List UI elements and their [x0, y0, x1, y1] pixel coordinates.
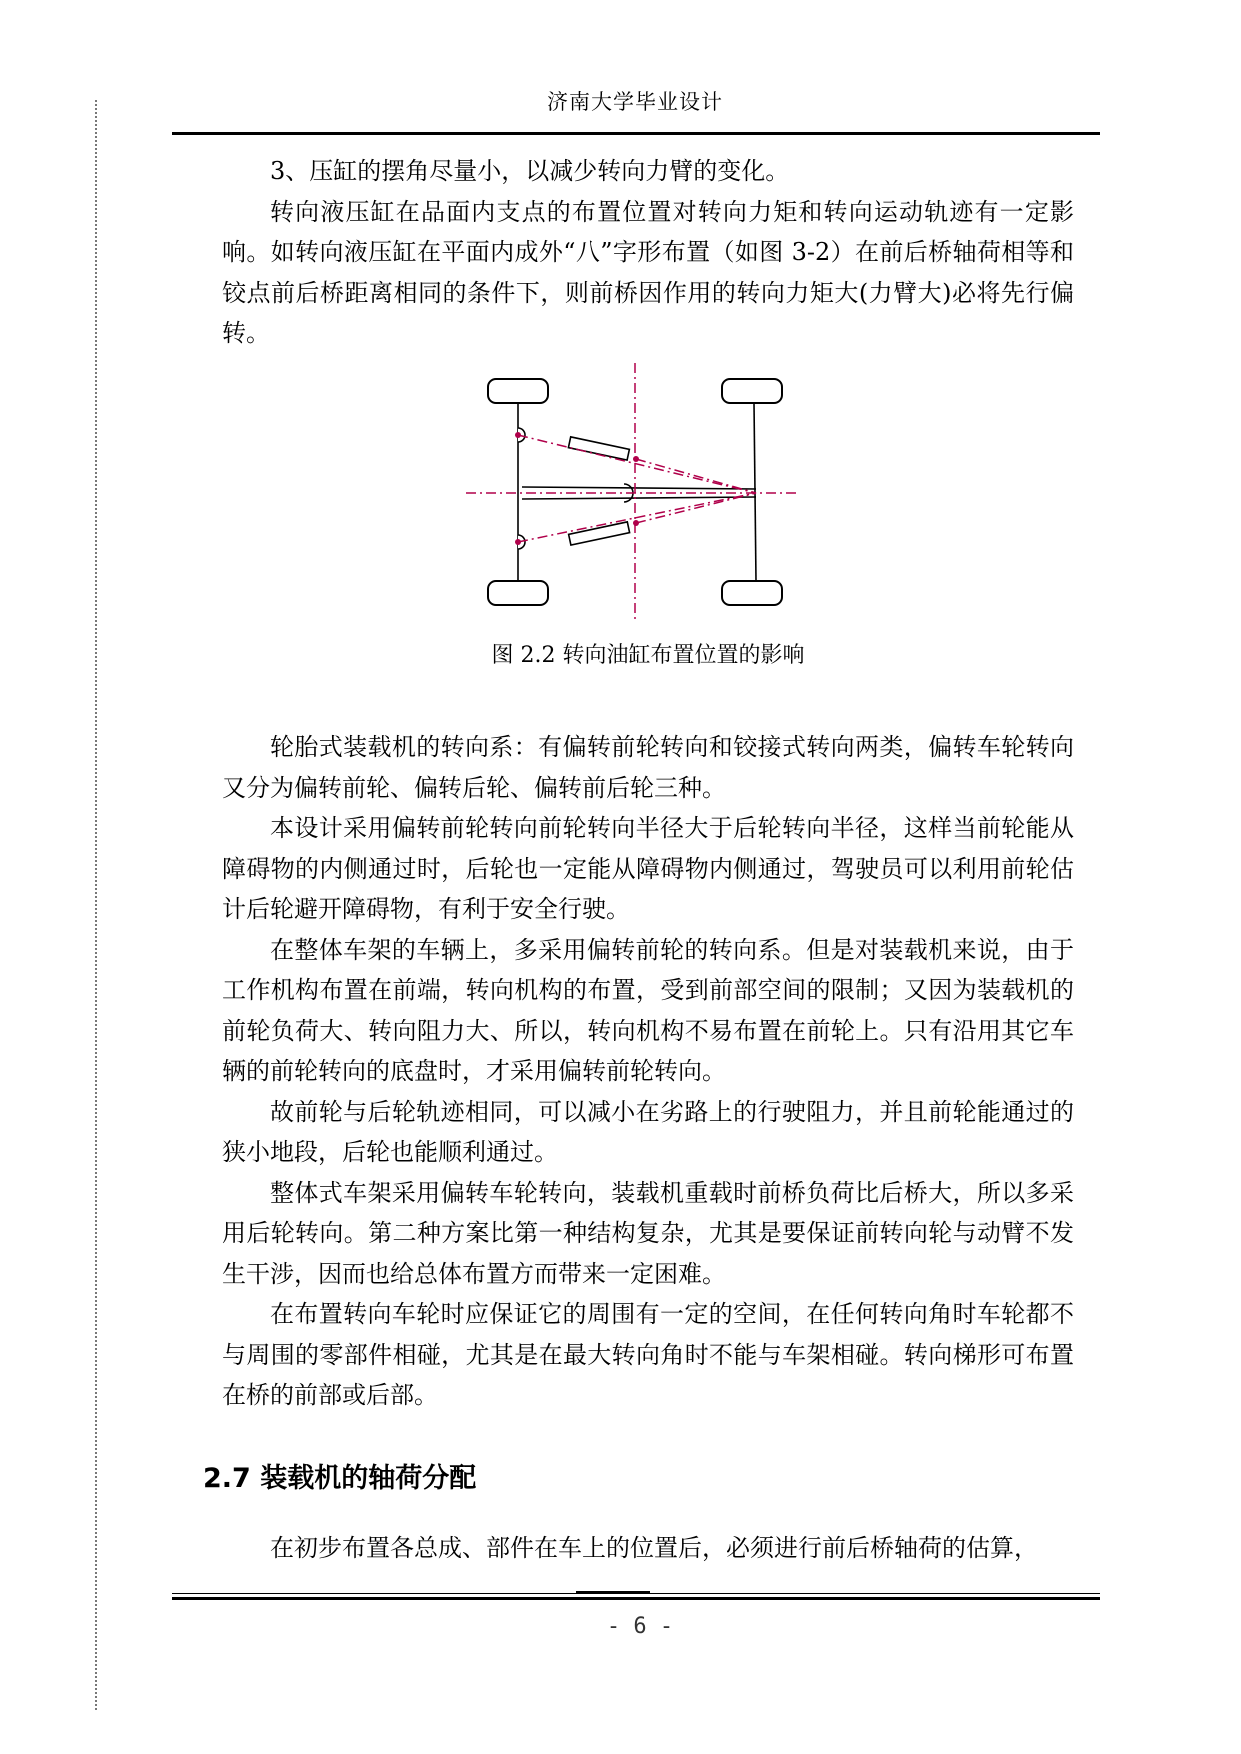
force-line [518, 435, 756, 493]
joint-point [515, 432, 521, 438]
steering-cylinder-upper [568, 437, 629, 460]
right-top-wheel [722, 379, 782, 403]
paragraph: 故前轮与后轮轨迹相同，可以减小在劣路上的行驶阻力，并且前轮能通过的狭小地段，后轮也能顺利通过。 [222, 1097, 1074, 1166]
footer-rule [172, 1593, 1100, 1594]
paragraph: 在整体车架的车辆上，多采用偏转前轮的转向系。但是对装载机来说，由于工作机构布置在前端，转向机构的布置，受到前部空间的限制；又因为装载机的前轮负荷大、转向阻力大、所以，转向机构不易布置在前轮上。只有沿用其它车辆的前轮转向的底盘时，才采用偏转前轮转向。 [222, 935, 1074, 1085]
paragraph: 在初步布置各总成、部件在车上的位置后，必须进行前后桥轴荷的估算， [270, 1534, 1038, 1562]
paragraph: 本设计采用偏转前轮转向前轮转向半径大于后轮转向半径，这样当前轮能从障碍物的内侧通过时，后轮也一定能从障碍物内侧通过，驾驶员可以利用前轮估计后轮避开障碍物，有利于安全行驶。 [222, 814, 1074, 923]
joint-point [633, 520, 639, 526]
joint-point [633, 456, 639, 462]
paragraph: 3、压缸的摆角尽量小，以减少转向力臂的变化。 [270, 157, 790, 185]
header-rule [172, 132, 1100, 135]
steering-cylinder-diagram [466, 363, 826, 623]
section-heading: 2.7 装载机的轴荷分配 [203, 1463, 477, 1494]
closing-text-block [222, 1528, 1074, 1569]
frame-rail [522, 487, 756, 489]
frame-rail [522, 497, 756, 499]
main-text-block [222, 727, 1074, 1416]
joint-point [515, 539, 521, 545]
right-bottom-wheel [722, 581, 782, 605]
force-line [518, 493, 756, 542]
paragraph: 转向液压缸在品面内支点的布置位置对转向力矩和转向运动轨迹有一定影响。如转向液压缸在平面内成外“八”字形布置（如图 3-2）在前后桥轴荷相等和铰点前后桥距离相同的条件下，则前桥因作用的转向力矩大(力臂大)必将先行偏转。 [222, 197, 1074, 347]
left-bottom-wheel [488, 581, 548, 605]
paragraph: 整体式车架采用偏转车轮转向，装载机重载时前桥负荷比后桥大，所以多采用后轮转向。第二种方案比第一种结构复杂，尤其是要保证前转向轮与动臂不发生干涉，因而也给总体布置方而带来一定困难。 [222, 1178, 1074, 1288]
footer-rule-thick [172, 1597, 1100, 1600]
paragraph: 轮胎式装载机的转向系：有偏转前轮转向和铰接式转向两类，偏转车轮转向又分为偏转前轮、偏转后轮、偏转前后轮三种。 [222, 733, 1074, 802]
left-top-wheel [488, 379, 548, 403]
figure-caption: 图 2.2 转向油缸布置位置的影响 [491, 643, 805, 668]
paragraph: 在布置转向车轮时应保证它的周围有一定的空间，在任何转向角时车轮都不与周围的零部件相碰，尤其是在最大转向角时不能与车架相碰。转向梯形可布置在桥的前部或后部。 [222, 1300, 1074, 1409]
top-text-block [222, 151, 1074, 354]
page-number: - 6 - [606, 1614, 674, 1639]
binding-dotted-line [95, 100, 97, 1710]
header-title: 济南大学毕业设计 [547, 90, 723, 114]
